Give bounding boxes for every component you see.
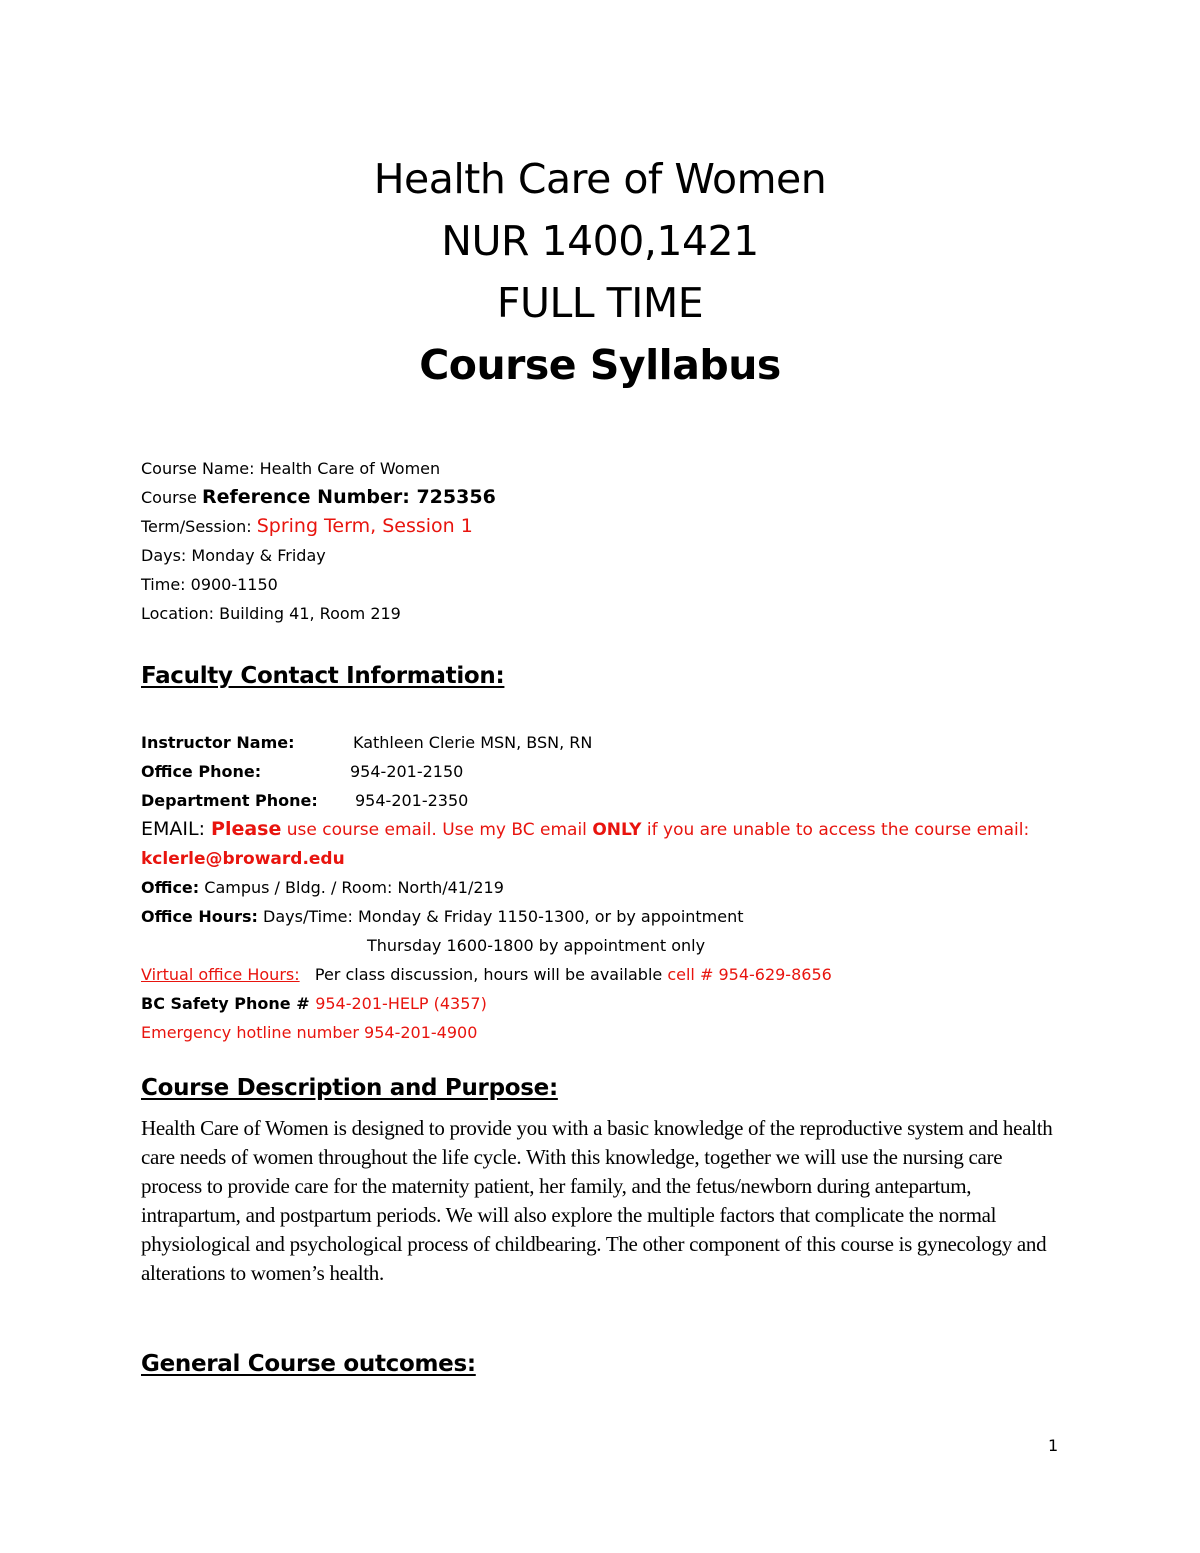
- location-row: Location: Building 41, Room 219: [141, 604, 401, 623]
- syllabus-label: Course Syllabus: [419, 341, 781, 389]
- course-description: Health Care of Women is designed to provide you with a basic knowledge of the reproductive system and health care needs of women throughout the life cycle. With this knowledge, together we will use the nursing care process to provide care for the maternity patient, her family, and the fetus/newborn during antepartum, intrapartum, and postpartum periods. We will also explore the multiple factors that complicate the normal physiological and psychological process of childbearing. The other component of this course is gynecology and alterations to women’s health.: [141, 1116, 1053, 1285]
- term-value: Spring Term, Session 1: [256, 515, 473, 537]
- page-number: 1: [1048, 1436, 1059, 1455]
- email-only: ONLY: [592, 820, 642, 840]
- course-title: Health Care of Women: [373, 155, 827, 203]
- office-phone-label: Office Phone:: [141, 762, 262, 781]
- safety-phone-label: BC Safety Phone #: [141, 994, 316, 1013]
- course-code: NUR 1400,1421: [441, 217, 759, 265]
- email-note-2: if you are unable to access the course email:: [641, 820, 1030, 840]
- reference-number-row: [141, 483, 1101, 512]
- email-please: Please: [211, 818, 282, 840]
- virtual-cell-number: cell # 954-629-8656: [667, 965, 832, 984]
- description-heading: Course Description and Purpose:: [141, 1075, 558, 1101]
- course-name-label: Course Name:: [141, 459, 260, 478]
- safety-phone-value: 954-201-HELP (4357): [315, 994, 487, 1013]
- email-label: EMAIL:: [141, 818, 212, 840]
- faculty-heading: Faculty Contact Information:: [141, 663, 505, 689]
- virtual-hours-value: Per class discussion, hours will be available: [299, 965, 668, 984]
- office-hours-row: [141, 902, 1101, 931]
- enrollment-type: FULL TIME: [496, 279, 704, 327]
- safety-phone-row: [141, 989, 1101, 1018]
- office-phone-value: 954-201-2150: [350, 762, 464, 781]
- outcomes-heading: General Course outcomes:: [141, 1351, 476, 1377]
- virtual-hours-link[interactable]: Virtual office Hours:: [141, 965, 300, 984]
- reference-label: Course: [141, 488, 202, 507]
- department-phone-value: 954-201-2350: [355, 791, 469, 810]
- term-row: [141, 512, 1101, 541]
- time-row: Time: 0900-1150: [141, 575, 278, 594]
- faculty-contact: [141, 728, 1101, 1047]
- office-phone-row: [141, 757, 1101, 786]
- email-row: [141, 815, 1101, 844]
- office-hours-label: Office Hours:: [141, 907, 258, 926]
- instructor-name: Kathleen Clerie MSN, BSN, RN: [353, 733, 593, 752]
- office-hours-value: Days/Time: Monday & Friday 1150-1300, or by appointment: [257, 907, 744, 926]
- office-label: Office:: [141, 878, 200, 897]
- course-name-row: [141, 454, 1101, 483]
- course-info: [141, 454, 1101, 628]
- reference-number: Reference Number: 725356: [201, 486, 496, 508]
- office-hours-value-2: Thursday 1600-1800 by appointment only: [367, 936, 706, 955]
- virtual-hours-row: [141, 960, 1101, 989]
- instructor-row: [141, 728, 1101, 757]
- department-phone-row: [141, 786, 1101, 815]
- course-name-value: Health Care of Women: [259, 459, 441, 478]
- email-address-row: [141, 844, 1101, 873]
- term-label: Term/Session:: [141, 517, 257, 536]
- email-note-1: use course email. Use my BC email: [281, 820, 593, 840]
- office-hours-row-2: [141, 931, 1101, 960]
- department-phone-label: Department Phone:: [141, 791, 318, 810]
- office-row: [141, 873, 1101, 902]
- email-address-link[interactable]: kclerle@broward.edu: [141, 849, 345, 869]
- title-block: [0, 148, 1200, 396]
- emergency-hotline: Emergency hotline number 954-201-4900: [141, 1023, 478, 1042]
- instructor-label: Instructor Name:: [141, 733, 295, 752]
- days-row: Days: Monday & Friday: [141, 546, 326, 565]
- office-value: Campus / Bldg. / Room: North/41/219: [199, 878, 504, 897]
